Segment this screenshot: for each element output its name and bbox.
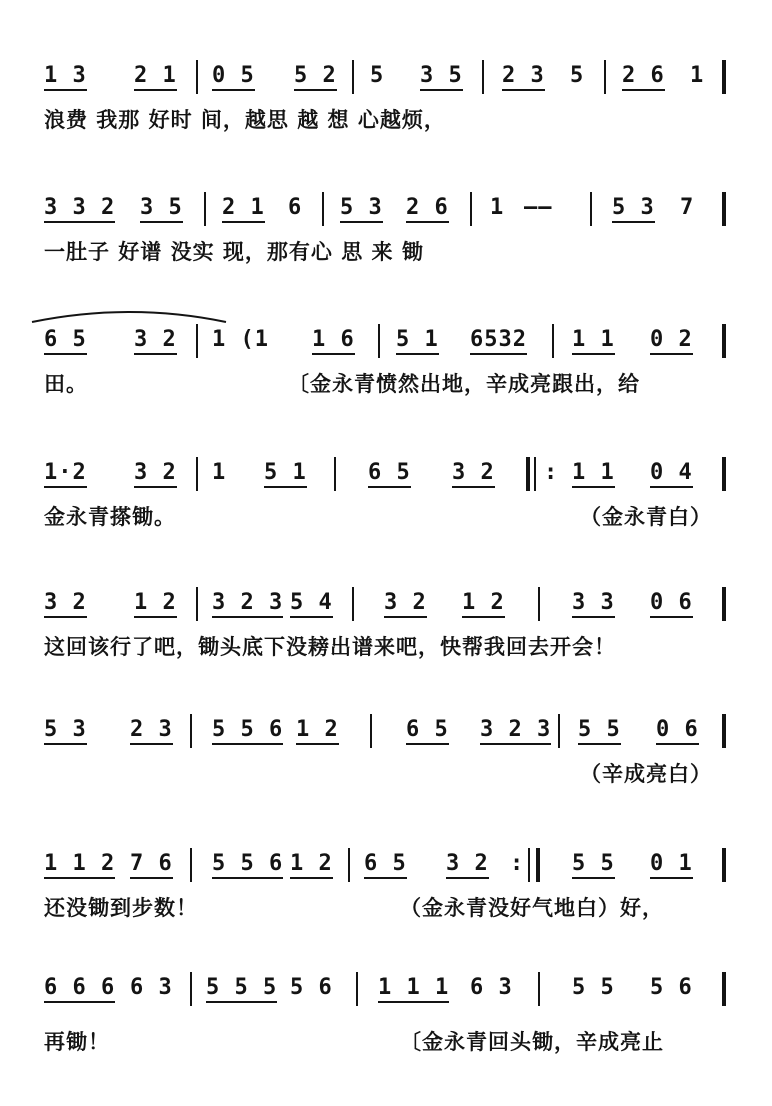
note-group: 1	[690, 63, 705, 88]
notation-row	[0, 190, 772, 230]
stage-direction: （辛成亮白）	[580, 761, 712, 786]
note-group: 5 5 6	[212, 717, 284, 742]
lyric-line: 还没锄到步数！	[44, 895, 198, 920]
barline	[356, 972, 358, 1006]
score-system-5	[0, 585, 772, 665]
barline	[722, 848, 726, 882]
lyric-line: 田。	[44, 371, 88, 396]
note-group: 3 2	[134, 460, 177, 485]
note-group: 1 1	[572, 460, 615, 485]
note-group: 3 2	[384, 590, 427, 615]
note-group: 2 6	[622, 63, 665, 88]
barline	[370, 714, 372, 748]
note-group: 5 1	[264, 460, 307, 485]
note-group: 6 6 6	[44, 975, 116, 1000]
note-group: 6 5	[44, 327, 87, 352]
lyric-line: 再锄！	[44, 1029, 110, 1054]
notation-row	[0, 585, 772, 625]
note-group: 0 6	[656, 717, 699, 742]
repeat-barline	[536, 848, 540, 882]
repeat-barline	[526, 457, 530, 491]
note-group: 5 1	[396, 327, 439, 352]
barline	[482, 60, 484, 94]
note-group: 1	[490, 195, 505, 220]
note-group: 6 3	[130, 975, 173, 1000]
note-group: 0 6	[650, 590, 693, 615]
barline	[322, 192, 324, 226]
note-group: 3 2	[134, 327, 177, 352]
note-group: 5 5	[578, 717, 621, 742]
note-group: 3 5	[420, 63, 463, 88]
note-group: 3 2	[446, 851, 489, 876]
barline	[352, 60, 354, 94]
note-group: 6 5	[406, 717, 449, 742]
note-group: 1·2	[44, 460, 87, 485]
note-group: 3 2	[44, 590, 87, 615]
note-group: 1 2	[296, 717, 339, 742]
note-group: 6	[288, 195, 303, 220]
repeat-dots: :	[510, 851, 525, 876]
barline	[190, 972, 192, 1006]
note-group: 1 6	[312, 327, 355, 352]
score-system-6	[0, 712, 772, 792]
note-group: 6532	[470, 327, 527, 352]
score-system-7	[0, 846, 772, 926]
barline	[470, 192, 472, 226]
note-group: 0 5	[212, 63, 255, 88]
notation-row	[0, 712, 772, 752]
note-group: 2 3	[130, 717, 173, 742]
lyric-line: 浪费 我那 好时 间，越思 越 想 心越烦，	[44, 107, 446, 132]
barline	[528, 848, 530, 882]
barline	[722, 457, 726, 491]
note-group: 6 5	[368, 460, 411, 485]
note-group: 5 5 6	[212, 851, 284, 876]
note-group: 6 5	[364, 851, 407, 876]
barline	[196, 457, 198, 491]
note-group: 2 1	[222, 195, 265, 220]
score-system-2	[0, 190, 772, 270]
barline	[722, 714, 726, 748]
note-group: 0 2	[650, 327, 693, 352]
barline	[722, 324, 726, 358]
note-group: 2 6	[406, 195, 449, 220]
note-group: 5 4	[290, 590, 333, 615]
barline	[538, 972, 540, 1006]
note-group: 1 2	[462, 590, 505, 615]
repeat-dots: :	[544, 460, 559, 485]
note-group: 1 1 1	[378, 975, 450, 1000]
note-group: 2 1	[134, 63, 177, 88]
note-group: 5 3	[612, 195, 655, 220]
note-group: 5 3	[44, 717, 87, 742]
note-group: 2 3	[502, 63, 545, 88]
stage-direction: 〔金永青愤然出地，辛成亮跟出，给	[288, 371, 640, 396]
note-group: 5 5	[572, 851, 615, 876]
stage-direction: 〔金永青回头锄，辛成亮止	[400, 1029, 664, 1054]
barline	[190, 714, 192, 748]
note-group: 3 3	[572, 590, 615, 615]
barline	[190, 848, 192, 882]
note-group: 7	[680, 195, 695, 220]
stage-direction: （金永青没好气地白）好，	[400, 895, 664, 920]
barline	[538, 587, 540, 621]
note-group: 6 3	[470, 975, 513, 1000]
barline	[378, 324, 380, 358]
note-group: 1 1 2	[44, 851, 116, 876]
note-group: 1 3	[44, 63, 87, 88]
score-system-8	[0, 970, 772, 1054]
score-system-1	[0, 58, 772, 138]
barline	[348, 848, 350, 882]
barline	[534, 457, 536, 491]
note-group: 3 5	[140, 195, 183, 220]
note-group: 0 4	[650, 460, 693, 485]
barline	[722, 192, 726, 226]
notation-row	[0, 58, 772, 98]
note-group: 1 (1	[212, 327, 269, 352]
note-group: 5 3	[340, 195, 383, 220]
note-group: 5	[570, 63, 585, 88]
note-group: 5 6	[290, 975, 333, 1000]
note-group: 0 1	[650, 851, 693, 876]
barline	[722, 587, 726, 621]
note-group: 5 5	[572, 975, 615, 1000]
note-group: 3 2	[452, 460, 495, 485]
score-system-4	[0, 455, 772, 535]
note-group: 5	[370, 63, 385, 88]
note-group: 3 2 3	[480, 717, 552, 742]
score-system-3	[0, 322, 772, 402]
note-group: 5 5 5	[206, 975, 278, 1000]
note-group: 3 3 2	[44, 195, 116, 220]
barline	[722, 60, 726, 94]
note-group: 3 2 3	[212, 590, 284, 615]
lyric-line: 这回该行了吧，锄头底下没耪出谱来吧，快帮我回去开会！	[44, 634, 616, 659]
barline	[552, 324, 554, 358]
barline	[722, 972, 726, 1006]
note-group: 1 2	[290, 851, 333, 876]
notation-row	[0, 970, 772, 1010]
note-group: 5 6	[650, 975, 693, 1000]
note-group: 1 1	[572, 327, 615, 352]
barline	[196, 324, 198, 358]
lyric-line: 一肚子 好谱 没实 现，那有心 思 来 锄	[44, 239, 424, 264]
barline	[196, 60, 198, 94]
notation-row	[0, 455, 772, 495]
barline	[334, 457, 336, 491]
note-group: 7 6	[130, 851, 173, 876]
lyric-line: 金永青搽锄。	[44, 504, 176, 529]
notation-row	[0, 322, 772, 362]
barline	[196, 587, 198, 621]
note-group: 5 2	[294, 63, 337, 88]
barline	[352, 587, 354, 621]
notation-row	[0, 846, 772, 886]
barline	[204, 192, 206, 226]
barline	[558, 714, 560, 748]
barline	[604, 60, 606, 94]
note-group: ——	[524, 195, 553, 220]
note-group: 1 2	[134, 590, 177, 615]
note-group: 1	[212, 460, 227, 485]
barline	[590, 192, 592, 226]
stage-direction: （金永青白）	[580, 504, 712, 529]
